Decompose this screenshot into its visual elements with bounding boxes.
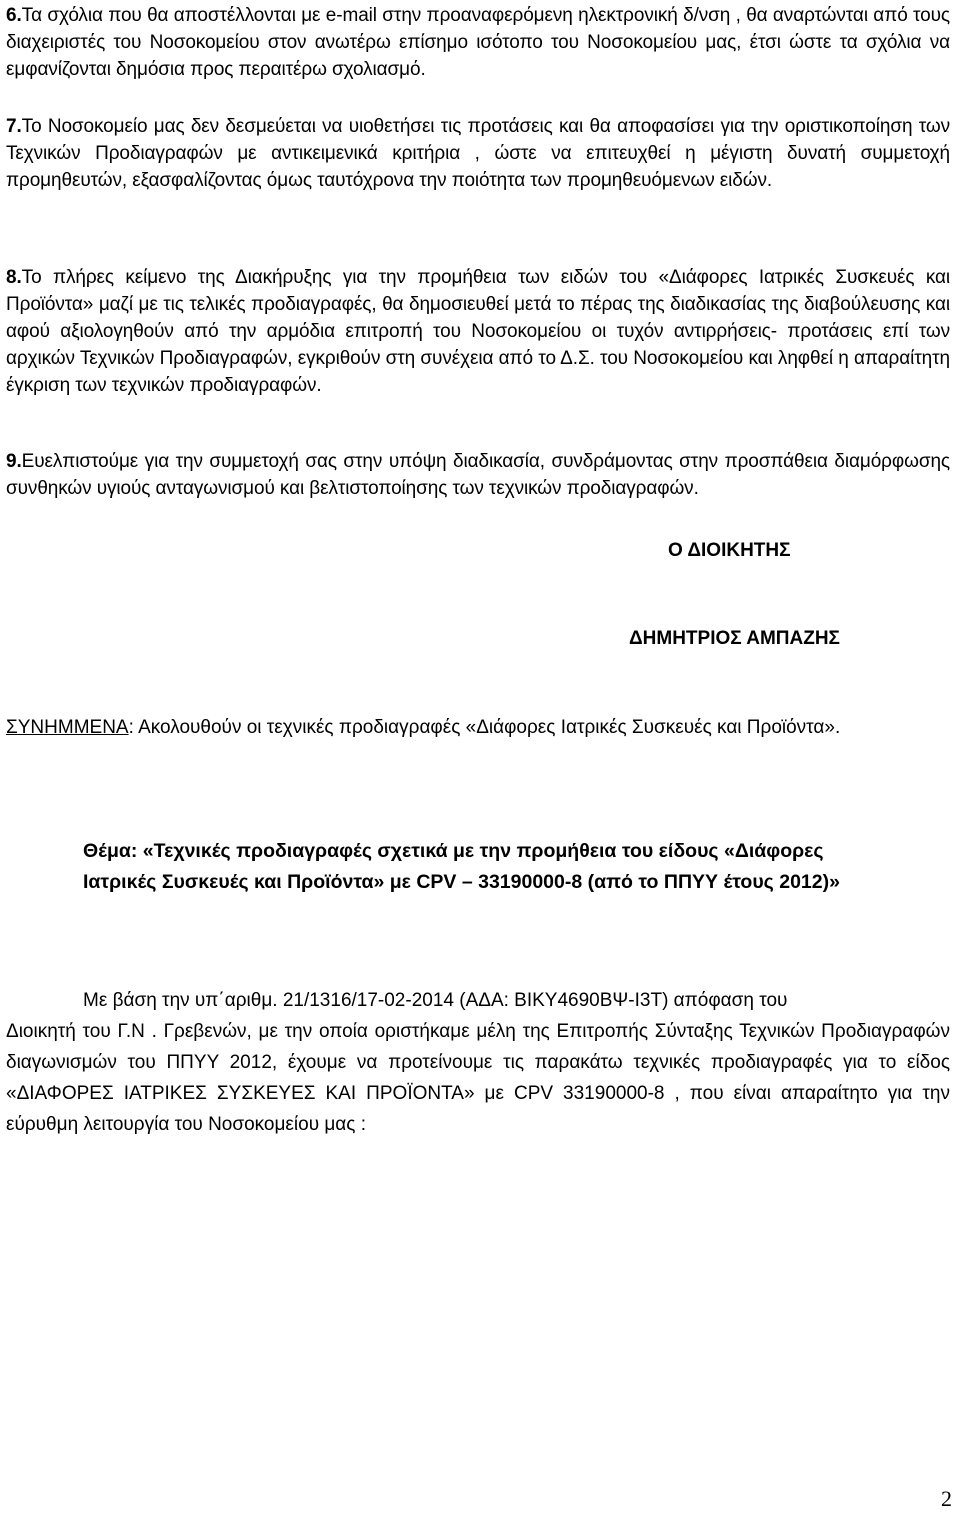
paragraph-6-text: Τα σχόλια που θα αποστέλλονται με e-mail στην προαναφερόμενη ηλεκτρονική δ/νση , θα αναρτώνται από τους διαχειριστές του Νοσοκομείου στον ανωτέρω επίσημο ισότοπο του Νοσοκομείου μας, έτσι ώστε τα σχόλια να εμφανίζονται δημόσια προς περαιτέρω σχολιασμό. bbox=[6, 5, 950, 80]
paragraph-7-text: Το Νοσοκομείο μας δεν δεσμεύεται να υιοθετήσει τις προτάσεις και θα αποφασίσει για την οριστικοποίηση των Τεχνικών Προδιαγραφών με αντικειμενικά κριτήρια , ώστε να επιτευχθεί η μέγιστη δυνατή συμμετοχή προμηθευτών, εξασφαλίζοντας όμως ταυτόχρονα την ποιότητα των προμηθευόμενων ειδών. bbox=[6, 116, 950, 191]
paragraph-8 bbox=[6, 264, 950, 399]
paragraph-6-number: 6. bbox=[6, 5, 22, 26]
paragraph-9-text: Ευελπιστούμε για την συμμετοχή σας στην υπόψη διαδικασία, συνδράμοντας στην προσπάθεια διαμόρφωσης συνθηκών υγιούς ανταγωνισμού και βελτιστοποίησης των τεχνικών προδιαγραφών. bbox=[6, 451, 950, 499]
subject-heading bbox=[83, 836, 913, 898]
paragraph-8-text: Το πλήρες κείμενο της Διακήρυξης για την προμήθεια των ειδών του «Διάφορες Ιατρικές Συσκευές και Προϊόντα» μαζί με τις τελικές προδιαγραφές, θα δημοσιευθεί μετά το πέρας της διαδικασίας της διαβούλευσης και αφού αξιολογηθούν από την αρμόδια επιτροπή του Νοσοκομείου οι τυχόν αντιρρήσεις- προτάσεις επί των αρχικών Τεχνικών Προδιαγραφών, εγκριθούν στη συνέχεια από το Δ.Σ. του Νοσοκομείου και ληφθεί η απαραίτητη έγκριση των τεχνικών προδιαγραφών. bbox=[6, 267, 950, 396]
paragraph-8-number: 8. bbox=[6, 267, 22, 288]
decision-line-1: Με βάση την υπ΄αριθμ. 21/1316/17-02-2014 (ΑΔΑ: ΒΙΚΥ4690ΒΨ-Ι3Τ) απόφαση του bbox=[83, 990, 788, 1011]
signature-name: ΔΗΜΗΤΡΙΟΣ ΑΜΠΑΖΗΣ bbox=[629, 628, 840, 649]
paragraph-9-number: 9. bbox=[6, 451, 22, 472]
paragraph-9 bbox=[6, 448, 950, 502]
subject-line-2: Ιατρικές Συσκευές και Προϊόντα» με CPV – 33190000-8 (από το ΠΠΥΥ έτους 2012)» bbox=[83, 871, 840, 893]
paragraph-7 bbox=[6, 113, 950, 194]
paragraph-7-number: 7. bbox=[6, 116, 22, 137]
paragraph-6 bbox=[6, 2, 950, 83]
decision-text: Διοικητή του Γ.Ν . Γρεβενών, με την οποία οριστήκαμε μέλη της Επιτροπής Σύνταξης Τεχνικών Προδιαγραφών διαγωνισμών του ΠΠΥΥ 2012, έχουμε να προτείνουμε τις παρακάτω τεχνικές προδιαγραφές για το είδος «ΔΙΑΦΟΡΕΣ ΙΑΤΡΙΚΕΣ ΣΥΣΚΕΥΕΣ ΚΑΙ ΠΡΟΪΟΝΤΑ» με CPV 33190000-8 , που είναι απαραίτητο για την εύρυθμη λειτουργία του Νοσοκομείου μας : bbox=[6, 1021, 950, 1135]
page-number: 2 bbox=[941, 1486, 952, 1511]
signature-title: Ο ΔΙΟΙΚΗΤΗΣ bbox=[668, 540, 791, 561]
attachments-text: : Ακολουθούν οι τεχνικές προδιαγραφές «Διάφορες Ιατρικές Συσκευές και Προϊόντα». bbox=[128, 717, 841, 738]
attachments-note bbox=[6, 714, 956, 741]
subject-line-1: Θέμα: «Τεχνικές προδιαγραφές σχετικά με την προμήθεια του είδους «Διάφορες bbox=[83, 840, 824, 862]
decision-paragraph bbox=[6, 985, 950, 1140]
attachments-label: ΣΥΝΗΜΜΕΝΑ bbox=[6, 717, 129, 738]
